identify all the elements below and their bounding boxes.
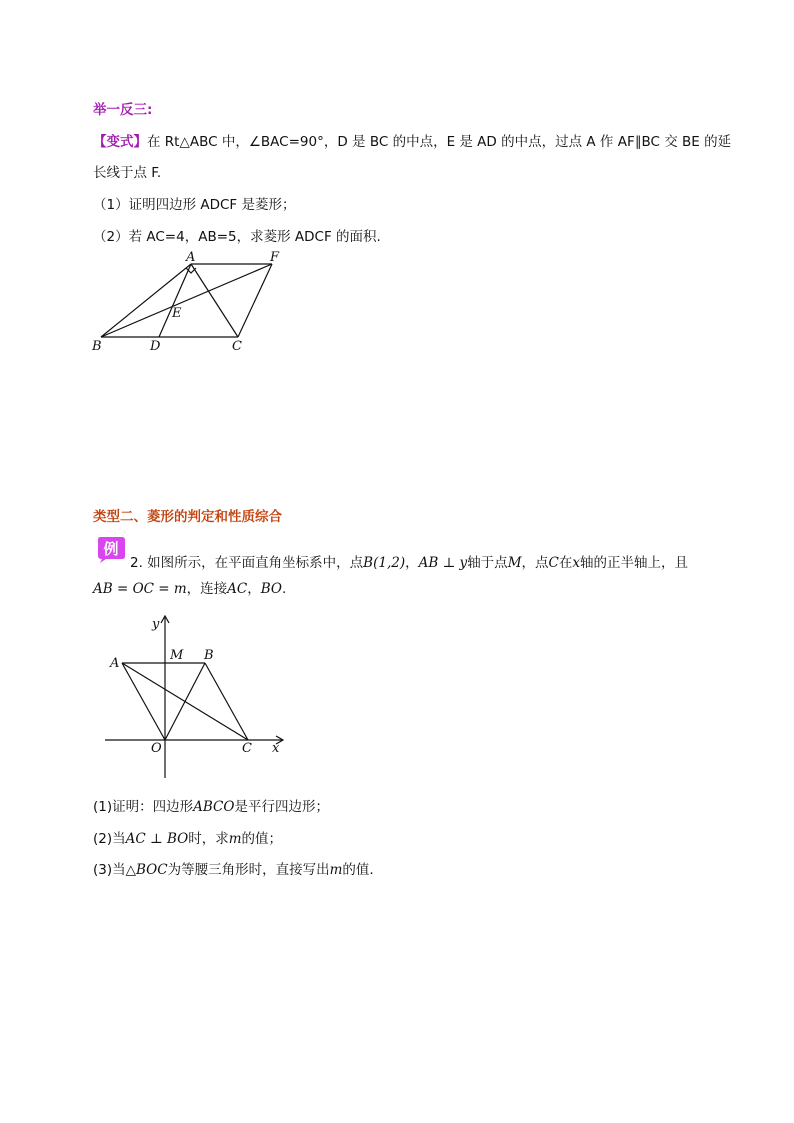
example-text: 在 xyxy=(558,555,573,571)
math-bo: BO xyxy=(260,581,282,597)
label-a: A xyxy=(186,250,196,265)
math-triangle-boc: △BOC xyxy=(125,862,168,878)
question-text: 时，求 xyxy=(188,831,229,847)
example-text: ， xyxy=(405,555,419,571)
question-text: (1)证明：四边形 xyxy=(93,799,194,815)
variant-question-1: （1）证明四边形 ADCF 是菱形； xyxy=(93,197,296,213)
math-equation: AB = OC = m xyxy=(93,581,187,597)
label-d: D xyxy=(150,339,161,354)
label-f: F xyxy=(270,250,280,265)
question-3 xyxy=(93,860,374,880)
segment-ac xyxy=(122,663,248,740)
question-text: 的值； xyxy=(241,831,283,847)
label-a: A xyxy=(110,656,120,671)
label-o: O xyxy=(151,741,162,756)
math-x: x xyxy=(572,555,580,571)
example-text: 2. 如图所示，在平面直角坐标系中，点 xyxy=(130,555,364,571)
variant-tag: 【变式】 xyxy=(93,134,147,150)
label-y: y xyxy=(152,617,160,632)
math-m: m xyxy=(228,831,242,847)
segment-ao xyxy=(122,663,165,740)
label-m: M xyxy=(170,648,184,663)
question-text: (2)当 xyxy=(93,831,126,847)
label-b: B xyxy=(92,339,102,354)
example-text: ，连接 xyxy=(186,581,228,597)
label-x: x xyxy=(272,741,280,756)
example-text: ，点 xyxy=(521,555,549,571)
question-1 xyxy=(93,797,329,817)
question-2 xyxy=(93,829,282,849)
question-text: 是平行四边形； xyxy=(234,799,329,815)
example-text: 轴的正半轴上，且 xyxy=(579,555,688,571)
label-c: C xyxy=(232,339,242,354)
label-c: C xyxy=(242,741,252,756)
question-text: 的值. xyxy=(342,862,374,878)
variant-problem-line2: 长线于点 F. xyxy=(93,165,162,181)
section-heading-practice: 举一反三: xyxy=(93,102,153,118)
math-m: M xyxy=(507,555,522,571)
example-text: ， xyxy=(247,581,261,597)
section-heading-type2: 类型二、菱形的判定和性质综合 xyxy=(93,509,282,525)
math-abco: ABCO xyxy=(193,799,235,815)
question-text: (3)当 xyxy=(93,862,126,878)
example-text: . xyxy=(282,581,287,597)
math-point-b: B(1,2) xyxy=(363,555,406,571)
variant-problem-text: 在 Rt△ABC 中，∠BAC=90°，D 是 BC 的中点，E 是 AD 的中点，过点 A 作 AF∥BC 交 BE 的延 xyxy=(147,134,732,150)
math-c: C xyxy=(548,555,559,571)
math-ac: AC xyxy=(227,581,248,597)
segment-bc xyxy=(205,663,248,740)
example-text: 轴于点 xyxy=(467,555,508,571)
math-m: m xyxy=(329,862,343,878)
label-b: B xyxy=(204,648,214,663)
math-ac-perp-bo: AC ⊥ BO xyxy=(125,831,189,847)
label-e: E xyxy=(172,306,182,321)
example-badge-label: 例 xyxy=(103,540,119,558)
question-text: 为等腰三角形时，直接写出 xyxy=(167,862,330,878)
math-ab-perp-y: AB ⊥ y xyxy=(418,555,468,571)
variant-question-2: （2）若 AC=4，AB=5，求菱形 ADCF 的面积. xyxy=(93,229,381,245)
